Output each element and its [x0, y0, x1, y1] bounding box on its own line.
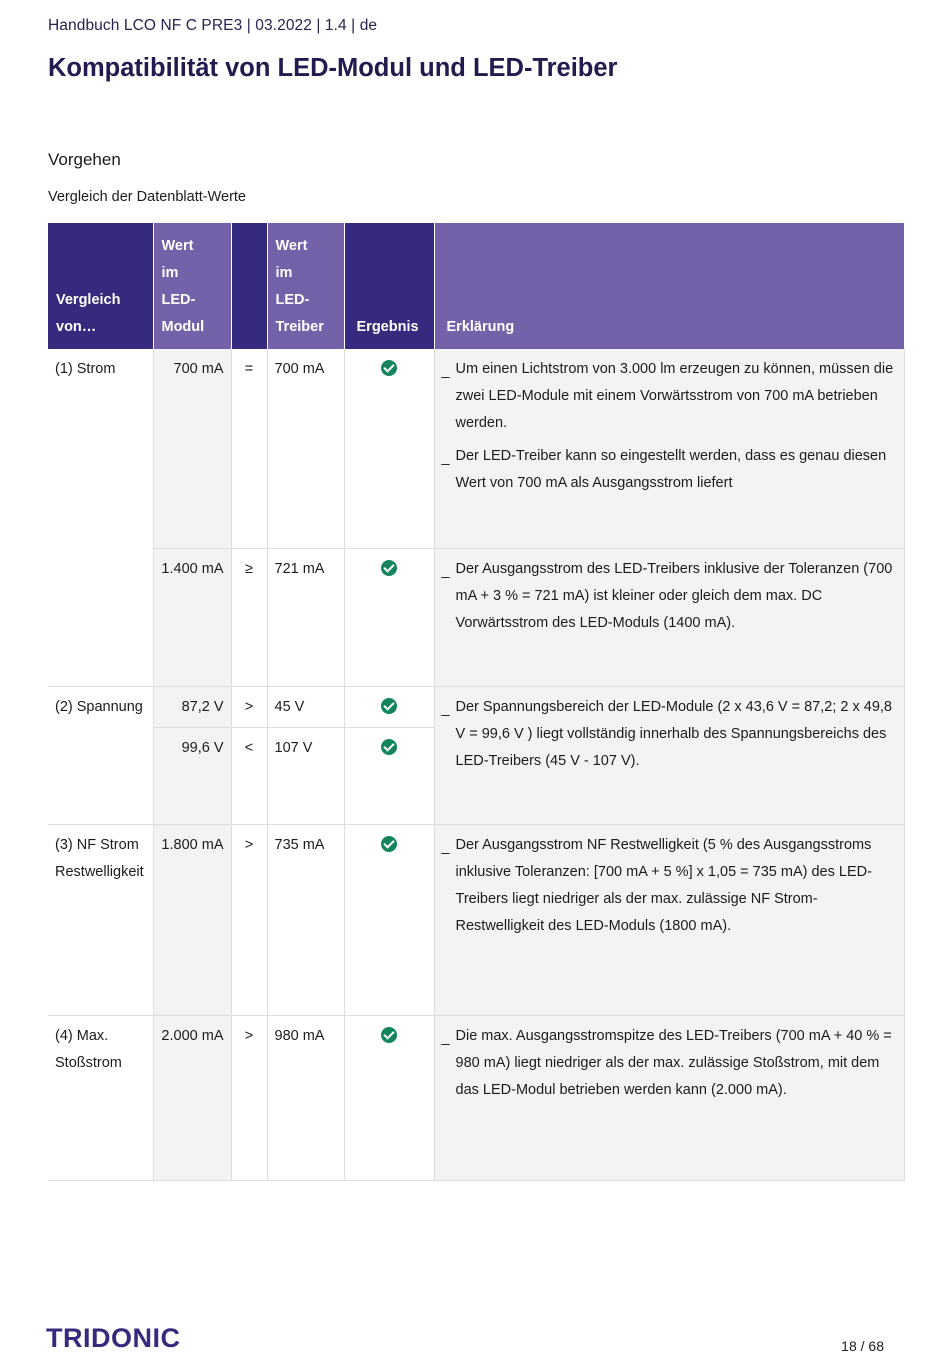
explanation-bullet: _ Der Ausgangsstrom NF Restwelligkeit (5 % des Ausgangsstroms inklusive Toleranzen: [700 mA + 5 %] x 1,05 = 735 mA) des LED-Treibers liegt niedriger als der max. zulässige NF Strom-Restwelligkeit des LED-Moduls (1800 mA).: [441, 836, 872, 934]
result-cell: [344, 727, 434, 824]
row-label: (3) NF Strom Restwelligkeit: [48, 824, 153, 1015]
comparison-operator: >: [231, 686, 267, 727]
value-driver: 45 V: [267, 686, 344, 727]
header-result: Ergebnis: [344, 223, 434, 349]
value-module: 1.800 mA: [153, 824, 231, 1015]
header-operator: [231, 223, 267, 349]
table-row: [48, 824, 904, 1015]
explanation-bullet: _ Der Spannungsbereich der LED-Module (2 x 43,6 V = 87,2; 2 x 49,8 V = 99,6 V ) liegt vollständig innerhalb des Spannungsbereichs des LED-Treibers (45 V - 107 V).: [441, 698, 892, 769]
tridonic-logo: TRIDONIC: [46, 1323, 181, 1353]
value-module: 1.400 mA: [153, 548, 231, 686]
explanation-cell: [434, 548, 904, 686]
row-label: (2) Spannung: [48, 686, 153, 824]
value-driver: 721 mA: [267, 548, 344, 686]
explanation-bullet: _ Die max. Ausgangsstromspitze des LED-Treibers (700 mA + 40 % = 980 mA) liegt niedriger als der max. zulässige Stoßstrom, mit dem das LED-Modul betrieben werden kann (2.000 mA).: [441, 1027, 892, 1098]
explanation-cell: [434, 824, 904, 1015]
value-driver: 735 mA: [267, 824, 344, 1015]
explanation-bullet: _ Der Ausgangsstrom des LED-Treibers inklusive der Toleranzen (700 mA + 3 % = 721 mA) ist kleiner oder gleich dem max. DC Vorwärtsstrom des LED-Moduls (1400 mA).: [441, 560, 893, 631]
check-circle-icon: [381, 360, 397, 376]
value-module: 2.000 mA: [153, 1015, 231, 1180]
page-number: 18 / 68: [841, 1338, 884, 1354]
comparison-operator: >: [231, 824, 267, 1015]
check-circle-icon: [381, 739, 397, 755]
header-value-module: Wert im LED- Modul: [153, 223, 231, 349]
value-module: 87,2 V: [153, 686, 231, 727]
comparison-operator: <: [231, 727, 267, 824]
header-compare: Vergleich von…: [48, 223, 153, 349]
result-cell: [344, 686, 434, 727]
value-driver: 980 mA: [267, 1015, 344, 1180]
header-value-driver: Wert im LED- Treiber: [267, 223, 344, 349]
value-module: 700 mA: [153, 349, 231, 548]
compatibility-table: [48, 223, 905, 1181]
document-header: Handbuch LCO NF C PRE3 | 03.2022 | 1.4 | de: [48, 17, 378, 34]
check-circle-icon: [381, 836, 397, 852]
check-circle-icon: [381, 560, 397, 576]
check-circle-icon: [381, 698, 397, 714]
result-cell: [344, 548, 434, 686]
page-title: Kompatibilität von LED-Modul und LED-Treiber: [48, 54, 618, 82]
value-driver: 107 V: [267, 727, 344, 824]
explanation-cell: [434, 349, 904, 548]
subsection-title: Vergleich der Datenblatt-Werte: [48, 189, 247, 205]
result-cell: [344, 824, 434, 1015]
comparison-operator: =: [231, 349, 267, 548]
explanation-cell: [434, 1015, 904, 1180]
table-row: [48, 548, 904, 686]
value-module: 99,6 V: [153, 727, 231, 824]
row-label: (4) Max. Stoßstrom: [48, 1015, 153, 1180]
table-row: [48, 686, 904, 727]
table-row: [48, 1015, 904, 1180]
comparison-operator: ≥: [231, 548, 267, 686]
table-row: [48, 349, 904, 548]
table-header-row: [48, 223, 904, 349]
check-circle-icon: [381, 1027, 397, 1043]
comparison-operator: >: [231, 1015, 267, 1180]
explanation-bullet: _ Um einen Lichtstrom von 3.000 lm erzeugen zu können, müssen die zwei LED-Module mit einem Vorwärtsstrom von 700 mA betrieben werden.: [441, 361, 894, 431]
section-title: Vorgehen: [48, 150, 121, 169]
header-explanation: Erklärung: [434, 223, 904, 349]
explanation-bullet: _ Der LED-Treiber kann so eingestellt werden, dass es genau diesen Wert von 700 mA als Ausgangsstrom liefert: [441, 448, 887, 491]
result-cell: [344, 1015, 434, 1180]
row-label: (1) Strom: [48, 349, 153, 686]
value-driver: 700 mA: [267, 349, 344, 548]
explanation-cell: [434, 686, 904, 824]
result-cell: [344, 349, 434, 548]
